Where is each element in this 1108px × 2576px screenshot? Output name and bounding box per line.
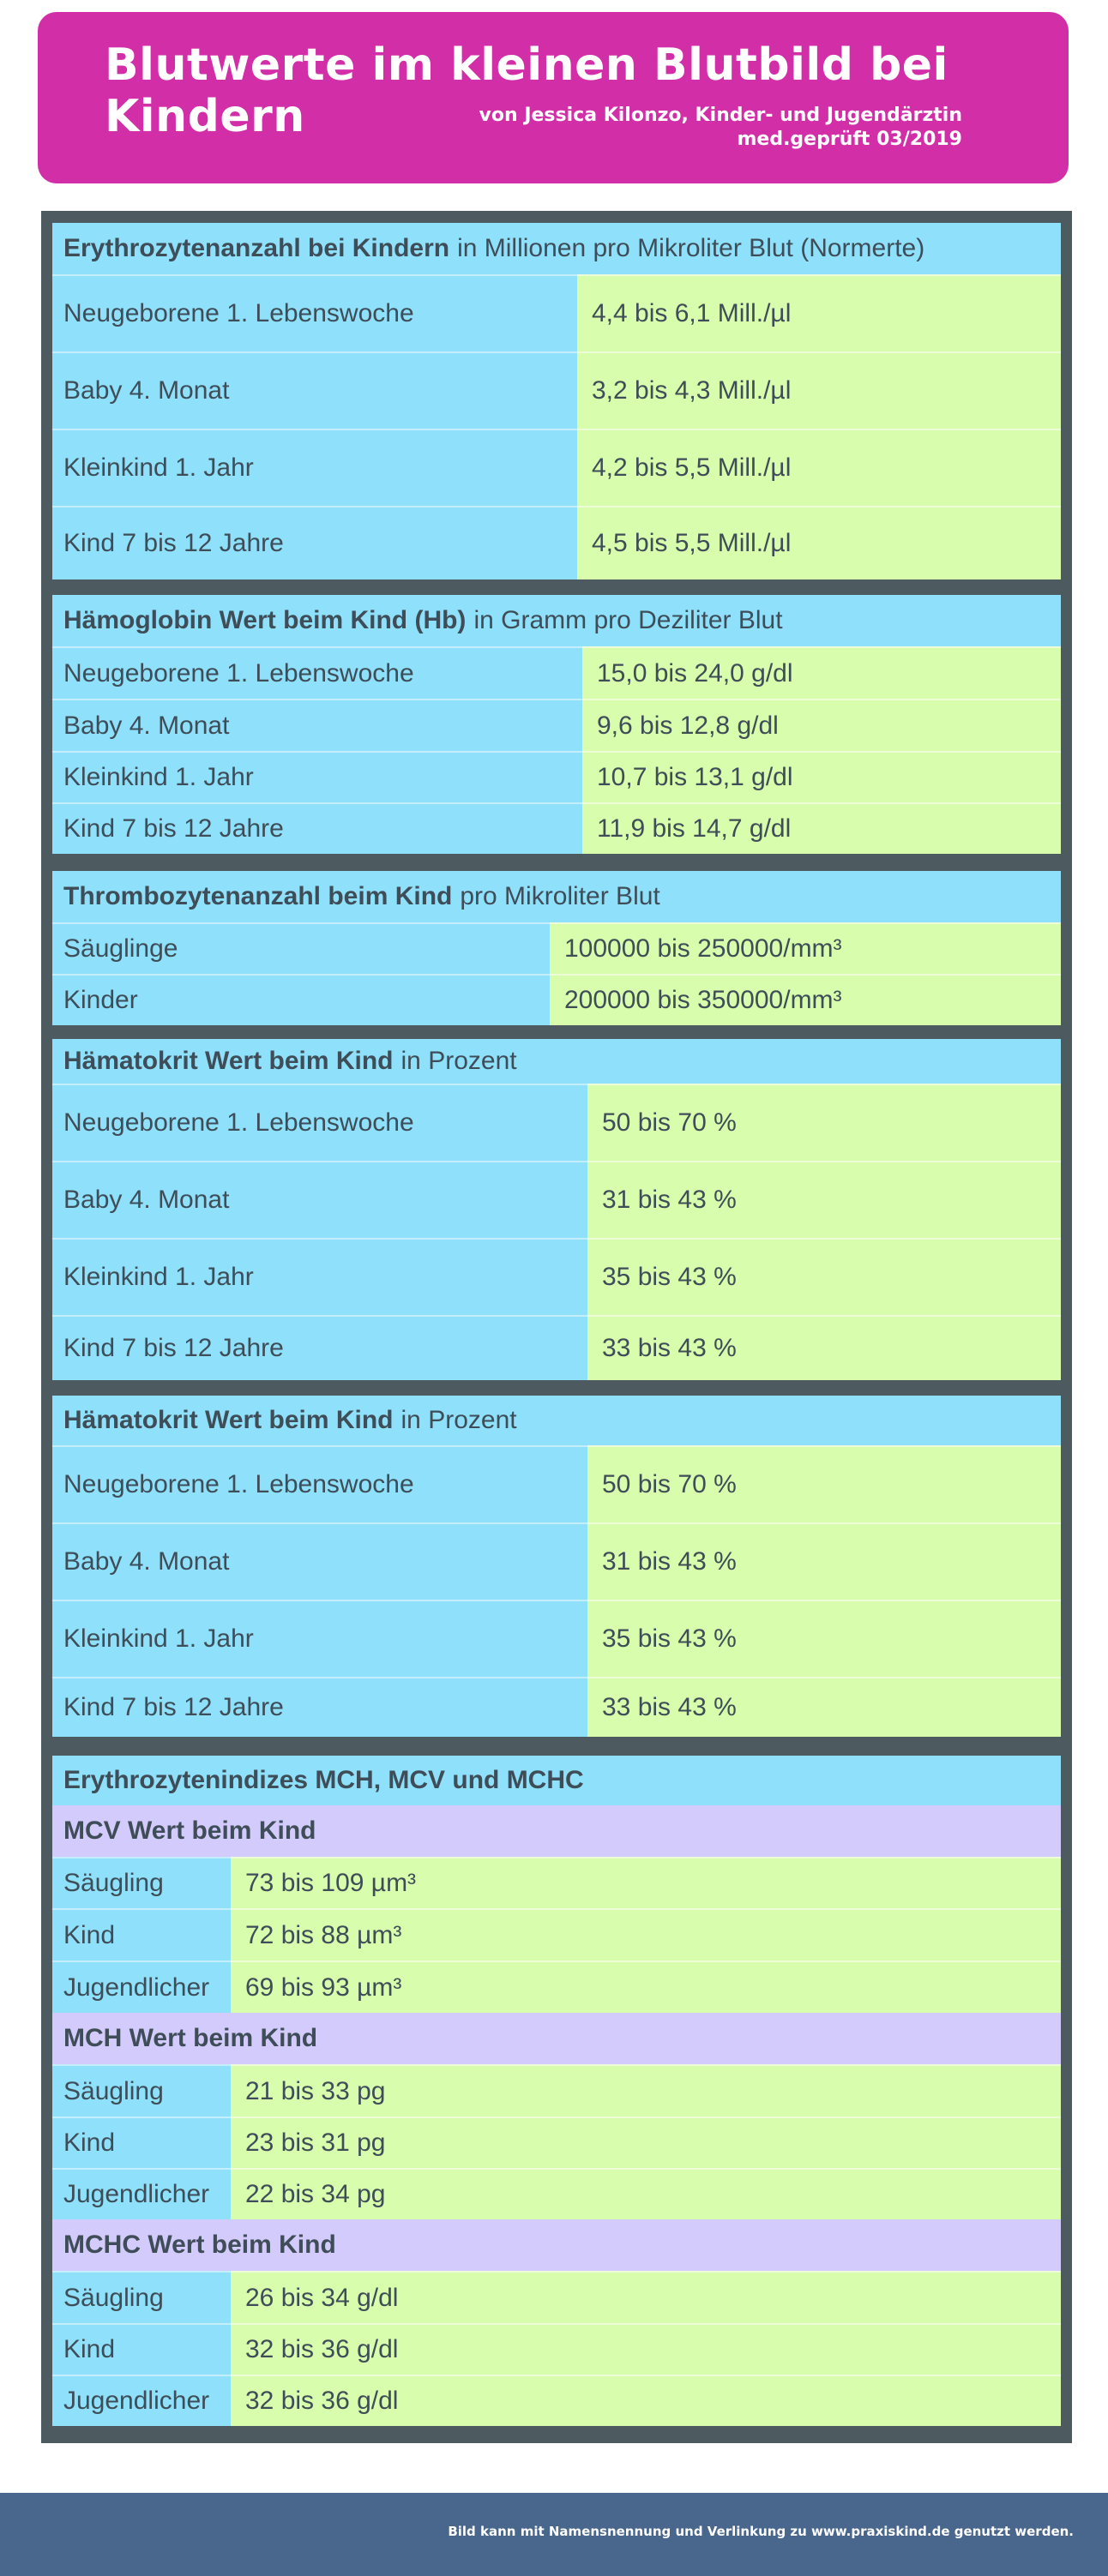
erythrocyte-indices-table — [52, 1756, 1061, 2426]
author-line: von Jessica Kilonzo, Kinder- und Jugendärztin — [479, 105, 962, 126]
thrombocyte-table — [52, 871, 1061, 1025]
row-value: 69 bis 93 µm³ — [231, 1961, 1061, 2013]
row-label: Kleinkind 1. Jahr — [52, 1238, 587, 1315]
row-label: Jugendlicher — [52, 2168, 231, 2219]
row-value: 21 bis 33 pg — [231, 2064, 1061, 2117]
table-row — [52, 1908, 1061, 1961]
table-row — [52, 646, 1061, 699]
table-frame — [41, 211, 1072, 2443]
table-row — [52, 699, 1061, 751]
section-title-rest: in Prozent — [400, 1047, 517, 1075]
row-label: Neugeborene 1. Lebenswoche — [52, 1445, 587, 1522]
table-row — [52, 1522, 1061, 1600]
table-row — [52, 2323, 1061, 2375]
hemoglobin-header — [52, 595, 1061, 646]
section-title-rest: in Millionen pro Mikroliter Blut (Normerte) — [457, 234, 925, 262]
table-row — [52, 751, 1061, 802]
table-row — [52, 2168, 1061, 2219]
thrombocyte-header — [52, 871, 1061, 922]
row-label: Säugling — [52, 2064, 231, 2117]
hematocrit-header — [52, 1039, 1061, 1084]
row-label: Kind — [52, 1908, 231, 1961]
erythrocyte-table — [52, 223, 1061, 579]
row-value: 200000 bis 350000/mm³ — [550, 974, 1061, 1025]
row-value: 73 bis 109 µm³ — [231, 1857, 1061, 1908]
row-value: 33 bis 43 % — [587, 1315, 1061, 1380]
hematocrit-header — [52, 1396, 1061, 1445]
row-label: Jugendlicher — [52, 2375, 231, 2426]
row-label: Baby 4. Monat — [52, 351, 577, 429]
row-label: Säuglinge — [52, 922, 550, 974]
indices-header — [52, 1756, 1061, 1805]
row-value: 15,0 bis 24,0 g/dl — [582, 646, 1061, 699]
row-value: 32 bis 36 g/dl — [231, 2323, 1061, 2375]
row-label: Jugendlicher — [52, 1961, 231, 2013]
table-row — [52, 1315, 1061, 1380]
row-label: Baby 4. Monat — [52, 1522, 587, 1600]
table-row — [52, 1238, 1061, 1315]
mch-subheader: MCH Wert beim Kind — [52, 2013, 1061, 2064]
row-value: 35 bis 43 % — [587, 1600, 1061, 1677]
row-label: Kinder — [52, 974, 550, 1025]
section-title-bold: Hämatokrit Wert beim Kind — [63, 1406, 394, 1434]
row-value: 100000 bis 250000/mm³ — [550, 922, 1061, 974]
table-row — [52, 2117, 1061, 2168]
row-value: 72 bis 88 µm³ — [231, 1908, 1061, 1961]
hemoglobin-table — [52, 595, 1061, 854]
review-date: med.geprüft 03/2019 — [737, 129, 962, 150]
row-label: Kind 7 bis 12 Jahre — [52, 1315, 587, 1380]
table-row — [52, 2271, 1061, 2323]
section-title-bold: Hämatokrit Wert beim Kind — [63, 1047, 394, 1075]
hematocrit-table — [52, 1039, 1061, 1380]
row-value: 31 bis 43 % — [587, 1161, 1061, 1238]
section-title-rest: in Prozent — [400, 1406, 517, 1434]
row-label: Kind 7 bis 12 Jahre — [52, 506, 577, 579]
erythrocyte-header — [52, 223, 1061, 274]
table-row — [52, 1961, 1061, 2013]
mchc-subheader: MCHC Wert beim Kind — [52, 2219, 1061, 2271]
row-label: Kind 7 bis 12 Jahre — [52, 1677, 587, 1737]
table-row — [52, 1445, 1061, 1522]
row-value: 23 bis 31 pg — [231, 2117, 1061, 2168]
row-value: 4,5 bis 5,5 Mill./µl — [577, 506, 1061, 579]
header-banner — [38, 12, 1069, 183]
table-row — [52, 1600, 1061, 1677]
row-value: 50 bis 70 % — [587, 1445, 1061, 1522]
table-row — [52, 429, 1061, 506]
row-label: Kleinkind 1. Jahr — [52, 429, 577, 506]
table-row — [52, 1677, 1061, 1737]
row-label: Neugeborene 1. Lebenswoche — [52, 274, 577, 351]
row-value: 22 bis 34 pg — [231, 2168, 1061, 2219]
row-label: Säugling — [52, 1857, 231, 1908]
row-value: 4,4 bis 6,1 Mill./µl — [577, 274, 1061, 351]
mcv-subheader: MCV Wert beim Kind — [52, 1805, 1061, 1857]
section-title-bold: Erythrozytenanzahl bei Kindern — [63, 234, 450, 262]
row-label: Neugeborene 1. Lebenswoche — [52, 1084, 587, 1161]
footer-credit: Bild kann mit Namensnennung und Verlinkung zu www.praxiskind.de genutzt werden. — [448, 2524, 1074, 2539]
row-value: 26 bis 34 g/dl — [231, 2271, 1061, 2323]
table-row — [52, 974, 1061, 1025]
section-title: Erythrozytenindizes MCH, MCV und MCHC — [63, 1766, 584, 1794]
row-label: Kind 7 bis 12 Jahre — [52, 802, 582, 854]
table-row — [52, 2064, 1061, 2117]
table-row — [52, 506, 1061, 579]
footer-bar — [0, 2493, 1108, 2576]
row-value: 9,6 bis 12,8 g/dl — [582, 699, 1061, 751]
row-label: Neugeborene 1. Lebenswoche — [52, 646, 582, 699]
row-value: 31 bis 43 % — [587, 1522, 1061, 1600]
row-label: Kleinkind 1. Jahr — [52, 1600, 587, 1677]
row-value: 50 bis 70 % — [587, 1084, 1061, 1161]
table-row — [52, 2375, 1061, 2426]
row-value: 4,2 bis 5,5 Mill./µl — [577, 429, 1061, 506]
row-value: 35 bis 43 % — [587, 1238, 1061, 1315]
section-title-bold: Thrombozytenanzahl beim Kind — [63, 882, 453, 910]
row-value: 33 bis 43 % — [587, 1677, 1061, 1737]
table-row — [52, 351, 1061, 429]
row-label: Baby 4. Monat — [52, 1161, 587, 1238]
row-label: Baby 4. Monat — [52, 699, 582, 751]
table-row — [52, 1084, 1061, 1161]
hematocrit-table — [52, 1396, 1061, 1737]
table-row — [52, 274, 1061, 351]
table-row — [52, 802, 1061, 854]
row-value: 32 bis 36 g/dl — [231, 2375, 1061, 2426]
table-row — [52, 922, 1061, 974]
row-label: Kind — [52, 2323, 231, 2375]
section-title-bold: Hämoglobin Wert beim Kind (Hb) — [63, 606, 467, 634]
row-value: 11,9 bis 14,7 g/dl — [582, 802, 1061, 854]
row-label: Säugling — [52, 2271, 231, 2323]
table-row — [52, 1857, 1061, 1908]
row-value: 3,2 bis 4,3 Mill./µl — [577, 351, 1061, 429]
table-row — [52, 1161, 1061, 1238]
row-label: Kleinkind 1. Jahr — [52, 751, 582, 802]
page-title: Blutwerte im kleinen Blutbild bei Kindern — [105, 39, 948, 142]
row-value: 10,7 bis 13,1 g/dl — [582, 751, 1061, 802]
section-title-rest: pro Mikroliter Blut — [460, 882, 660, 910]
row-label: Kind — [52, 2117, 231, 2168]
section-title-rest: in Gramm pro Deziliter Blut — [473, 606, 783, 634]
